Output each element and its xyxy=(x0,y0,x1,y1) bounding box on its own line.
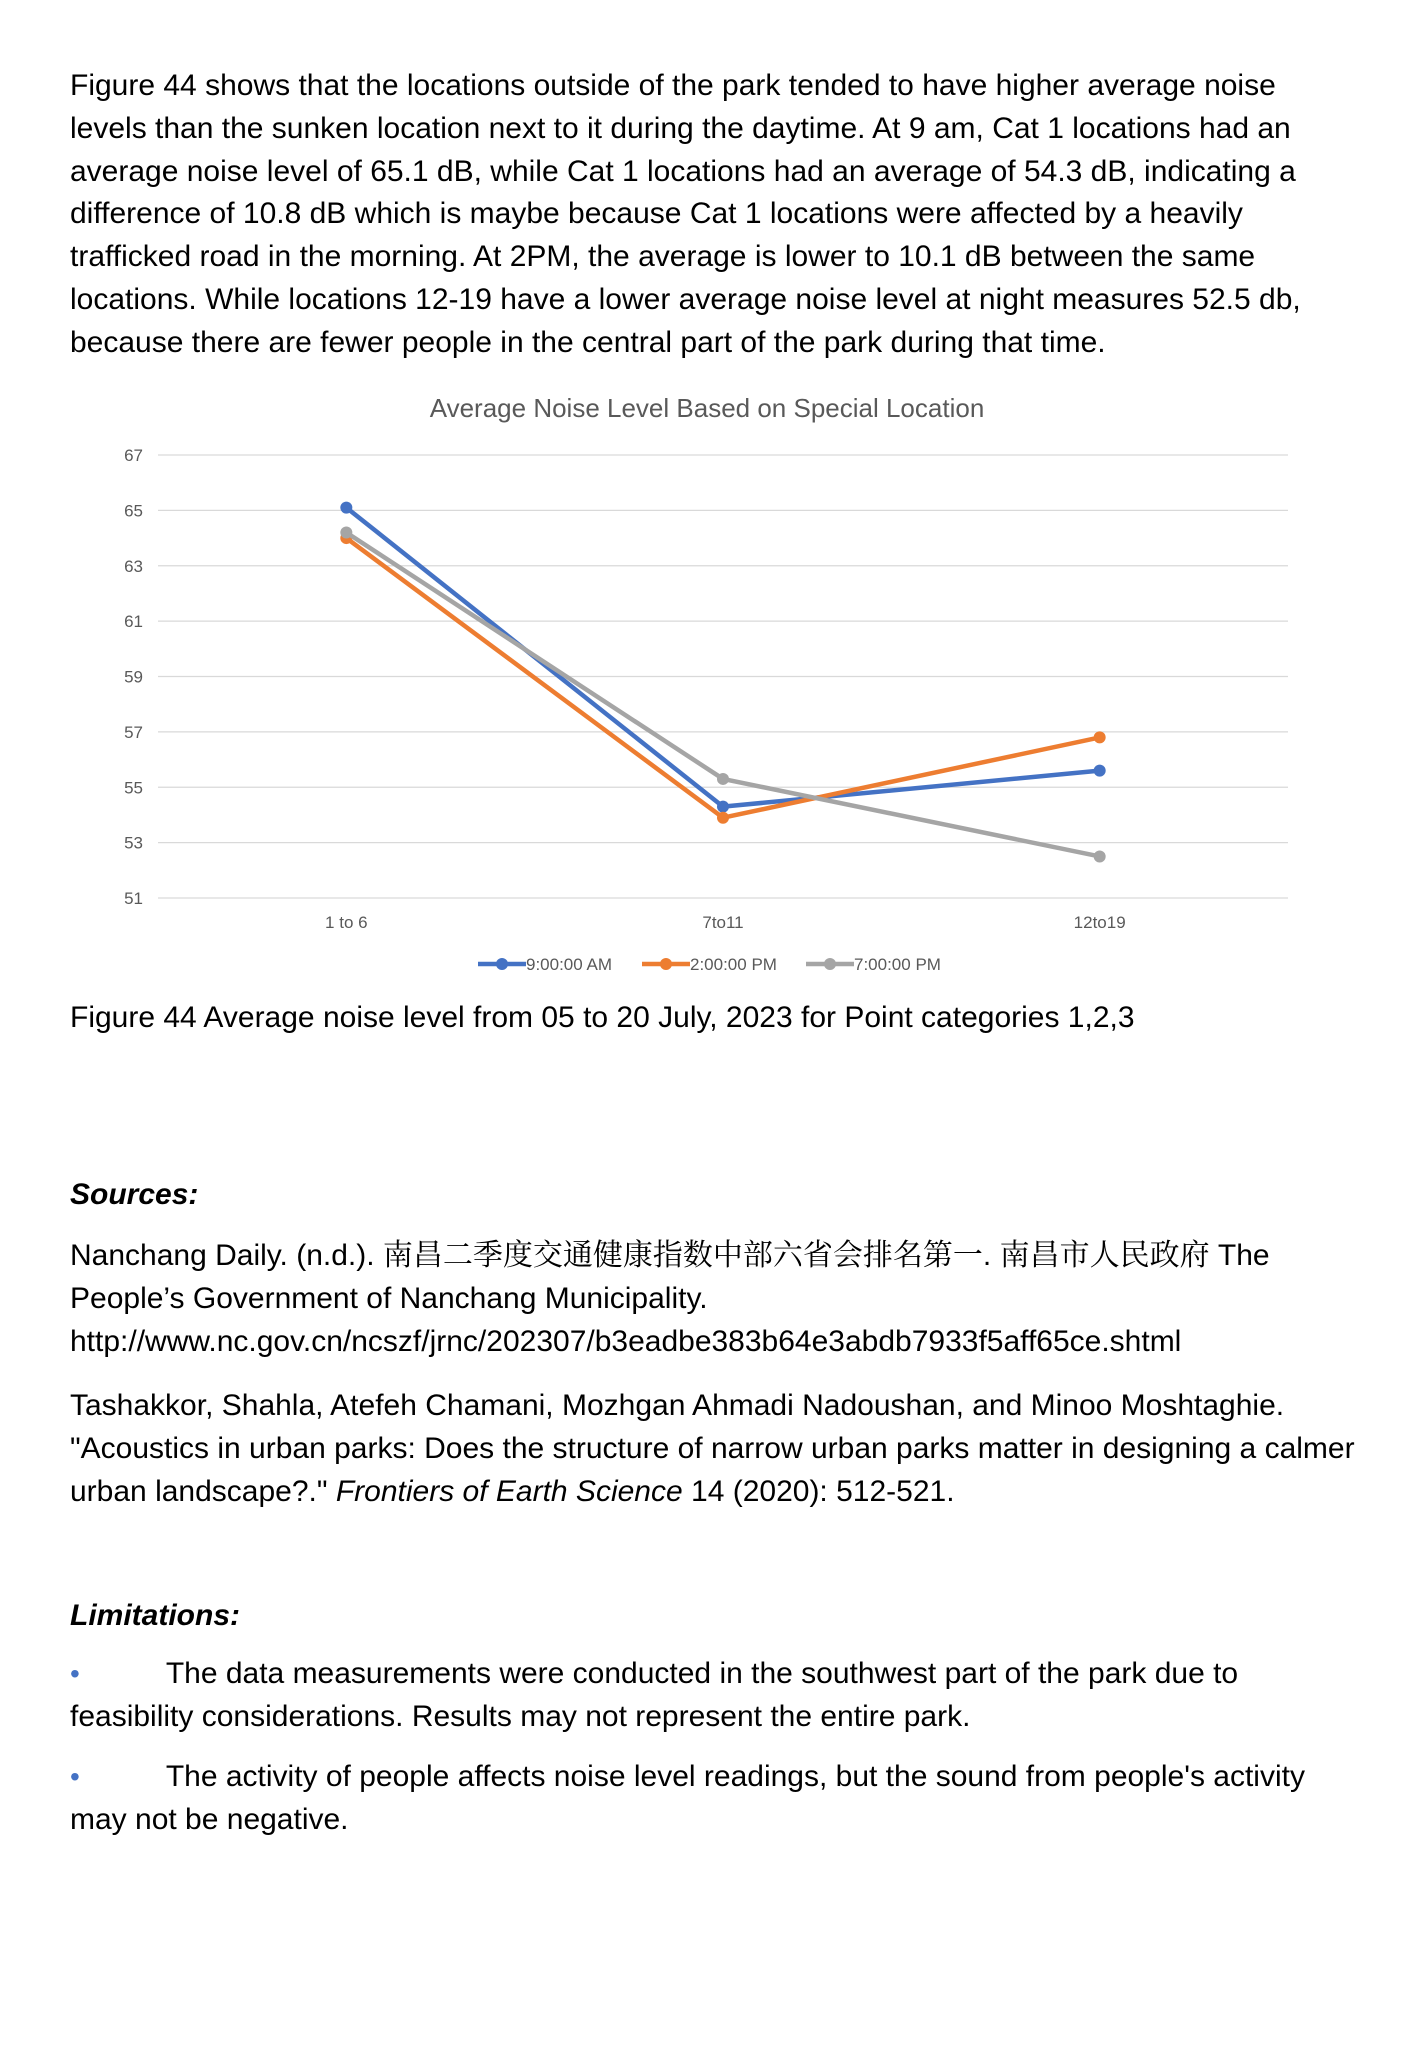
limitation-text: The data measurements were conducted in the southwest part of the park due to feasibility considerations. Results may not represent the entire park. xyxy=(70,1657,1239,1733)
limitation-item xyxy=(70,1653,1360,1739)
legend-label: 2:00:00 PM xyxy=(690,955,777,974)
y-tick-label: 65 xyxy=(124,501,143,521)
intro-paragraph: Figure 44 shows that the locations outside of the park tended to have higher average noise levels than the sunken location next to it during the daytime. At 9 am, Cat 1 locations had an average noise level of 65.1 dB, while Cat 1 locations had an average of 54.3 dB, indicating a difference of 10.8 dB which is maybe because Cat 1 locations were affected by a heavily trafficked road in the morning. At 2PM, the average is lower to 10.1 dB between the same locations. While locations 12-19 have a lower average noise level at night measures 52.5 db, because there are fewer people in the central part of the park during that time. xyxy=(70,69,1301,359)
legend-marker xyxy=(496,958,508,970)
sources-heading: Sources: xyxy=(70,1178,199,1211)
limitation-text: The activity of people affects noise level readings, but the sound from people's activity may not be negative. xyxy=(70,1760,1305,1836)
data-point xyxy=(340,502,352,514)
source-1-text: Nanchang Daily. (n.d.). 南昌二季度交通健康指数中部六省会排名第一. 南昌市人民政府 The People’s Government of Nanchang Municipality. xyxy=(70,1239,1270,1315)
y-tick-label: 63 xyxy=(124,556,143,576)
y-tick-label: 57 xyxy=(124,722,143,742)
limitations-heading: Limitations: xyxy=(70,1599,240,1632)
source-2-details: 14 (2020): 512-521. xyxy=(682,1474,955,1508)
limitation-item xyxy=(70,1756,1360,1842)
source-2-text: Tashakkor, Shahla, Atefeh Chamani, Mozhgan Ahmadi Nadoushan, and Minoo Moshtaghie. "Acoustics in urban parks: Does the structure of narrow urban parks matter in designing a calmer urban landscape?." xyxy=(70,1389,1355,1508)
x-tick-label: 7to11 xyxy=(702,913,744,932)
x-tick-label: 1 to 6 xyxy=(325,913,368,932)
data-point xyxy=(1094,731,1106,743)
y-tick-label: 53 xyxy=(124,833,143,853)
bullet-icon: • xyxy=(70,1658,80,1689)
data-point xyxy=(1094,765,1106,777)
legend-label: 7:00:00 PM xyxy=(854,955,941,974)
x-tick-label: 12to19 xyxy=(1073,913,1126,932)
y-tick-label: 55 xyxy=(124,778,143,798)
data-point xyxy=(717,801,729,813)
source-reference-2 xyxy=(70,1385,1360,1513)
source-2-journal: Frontiers of Earth Science xyxy=(335,1474,683,1508)
y-tick-label: 51 xyxy=(124,889,143,908)
y-tick-label: 59 xyxy=(124,667,143,687)
chart-legend xyxy=(478,955,941,974)
data-point xyxy=(717,773,729,785)
chart-series xyxy=(340,502,1105,863)
chart-gridlines xyxy=(158,455,1288,898)
y-tick-label: 67 xyxy=(124,446,143,465)
chart-y-ticks xyxy=(124,446,143,908)
data-point xyxy=(717,812,729,824)
noise-line-chart xyxy=(0,0,1424,1000)
figure-caption: Figure 44 Average noise level from 05 to 20 July, 2023 for Point categories 1,2,3 xyxy=(70,1001,1135,1034)
source-reference-1 xyxy=(70,1235,1360,1363)
data-point xyxy=(1094,850,1106,862)
data-point xyxy=(340,527,352,539)
chart-title: Average Noise Level Based on Special Location xyxy=(429,393,985,423)
bullet-icon: • xyxy=(70,1761,80,1792)
legend-label: 9:00:00 AM xyxy=(526,955,613,974)
chart-x-ticks xyxy=(325,913,1126,932)
legend-marker xyxy=(824,958,836,970)
legend-marker xyxy=(660,958,672,970)
source-1-url[interactable]: http://www.nc.gov.cn/ncszf/jrnc/202307/b3eadbe383b64e3abdb7933f5aff65ce.shtml xyxy=(70,1324,1182,1358)
y-tick-label: 61 xyxy=(124,612,143,632)
